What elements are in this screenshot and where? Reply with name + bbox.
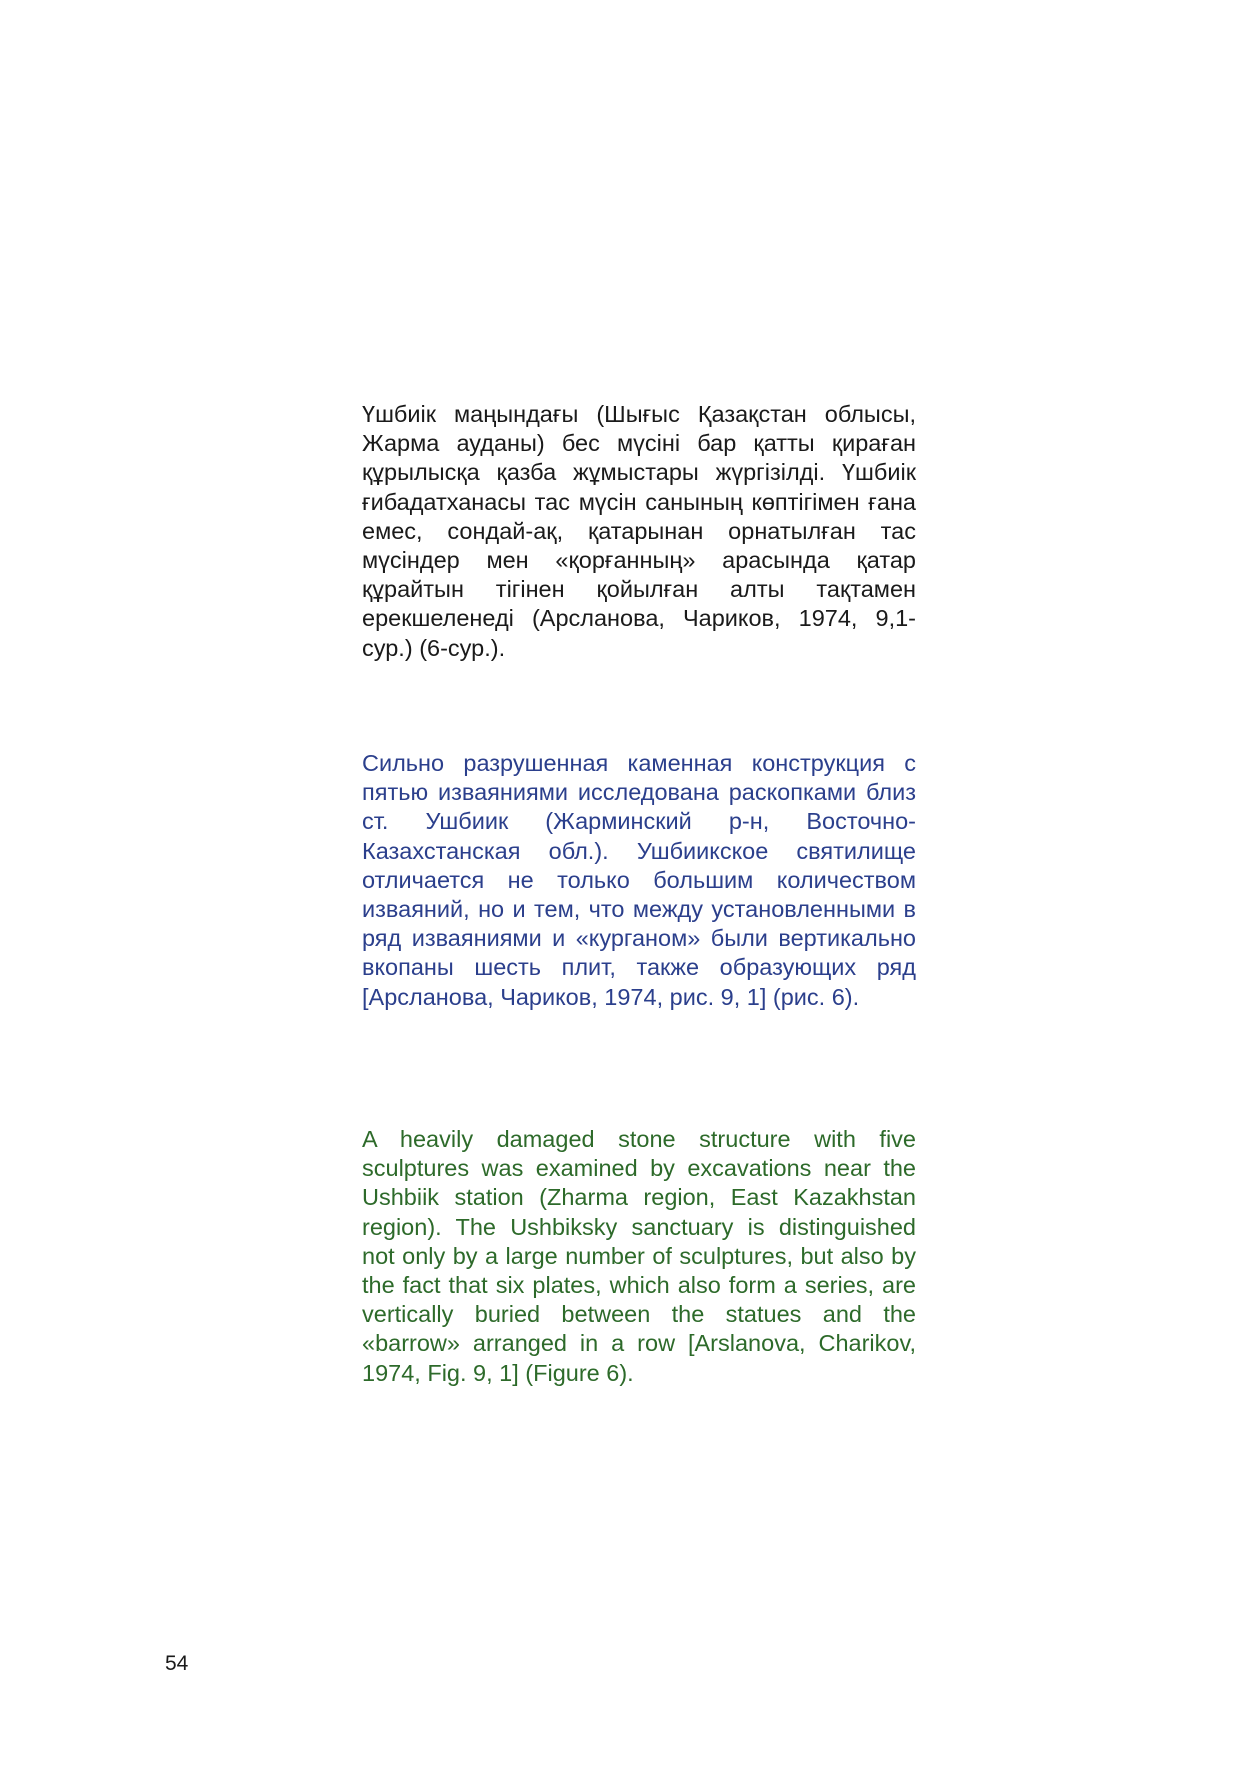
kazakh-paragraph: Үшбиік маңындағы (Шығыс Қазақстан облысы, Жарма ауданы) бес мүсіні бар қатты қираған құрылысқа қазба жұмыстары жүргізілді. Үшбиік ғибадатханасы тас мүсін санының көптігімен ғана емес, сондай-ақ, қатарынан орнатылған тас мүсіндер мен «қорғанның» арасында қатар құрайтын тігінен қойылған алты тақтамен ерекшеленеді (Арсланова, Чариков, 1974, 9,1-сур.) (6-сур.). xyxy=(362,401,916,661)
english-text-block xyxy=(362,1125,916,1388)
kazakh-text-block xyxy=(362,400,916,663)
russian-paragraph: Сильно разрушенная каменная конструкция с пятью изваяниями исследована раскопками близ ст. Ушбиик (Жарминский р-н, Восточно-Казахстанская обл.). Ушбиикское святилище отличается не только большим количеством изваяний, но и тем, что между установленными в ряд изваяниями и «курганом» были вертикально вкопаны шесть плит, также образующих ряд [Арсланова, Чариков, 1974, рис. 9, 1] (рис. 6). xyxy=(362,750,916,1010)
english-paragraph: A heavily damaged stone structure with five sculptures was examined by excavations near the Ushbiik station (Zharma region, East Kazakhstan region). The Ushbiksky sanctuary is distinguished not only by a large number of sculptures, but also by the fact that six plates, which also form a series, are vertically buried between the statues and the «barrow» arranged in a row [Arslanova, Charikov, 1974, Fig. 9, 1] (Figure 6). xyxy=(362,1126,916,1386)
russian-text-block xyxy=(362,749,916,1012)
page-number: 54 xyxy=(165,1652,189,1675)
